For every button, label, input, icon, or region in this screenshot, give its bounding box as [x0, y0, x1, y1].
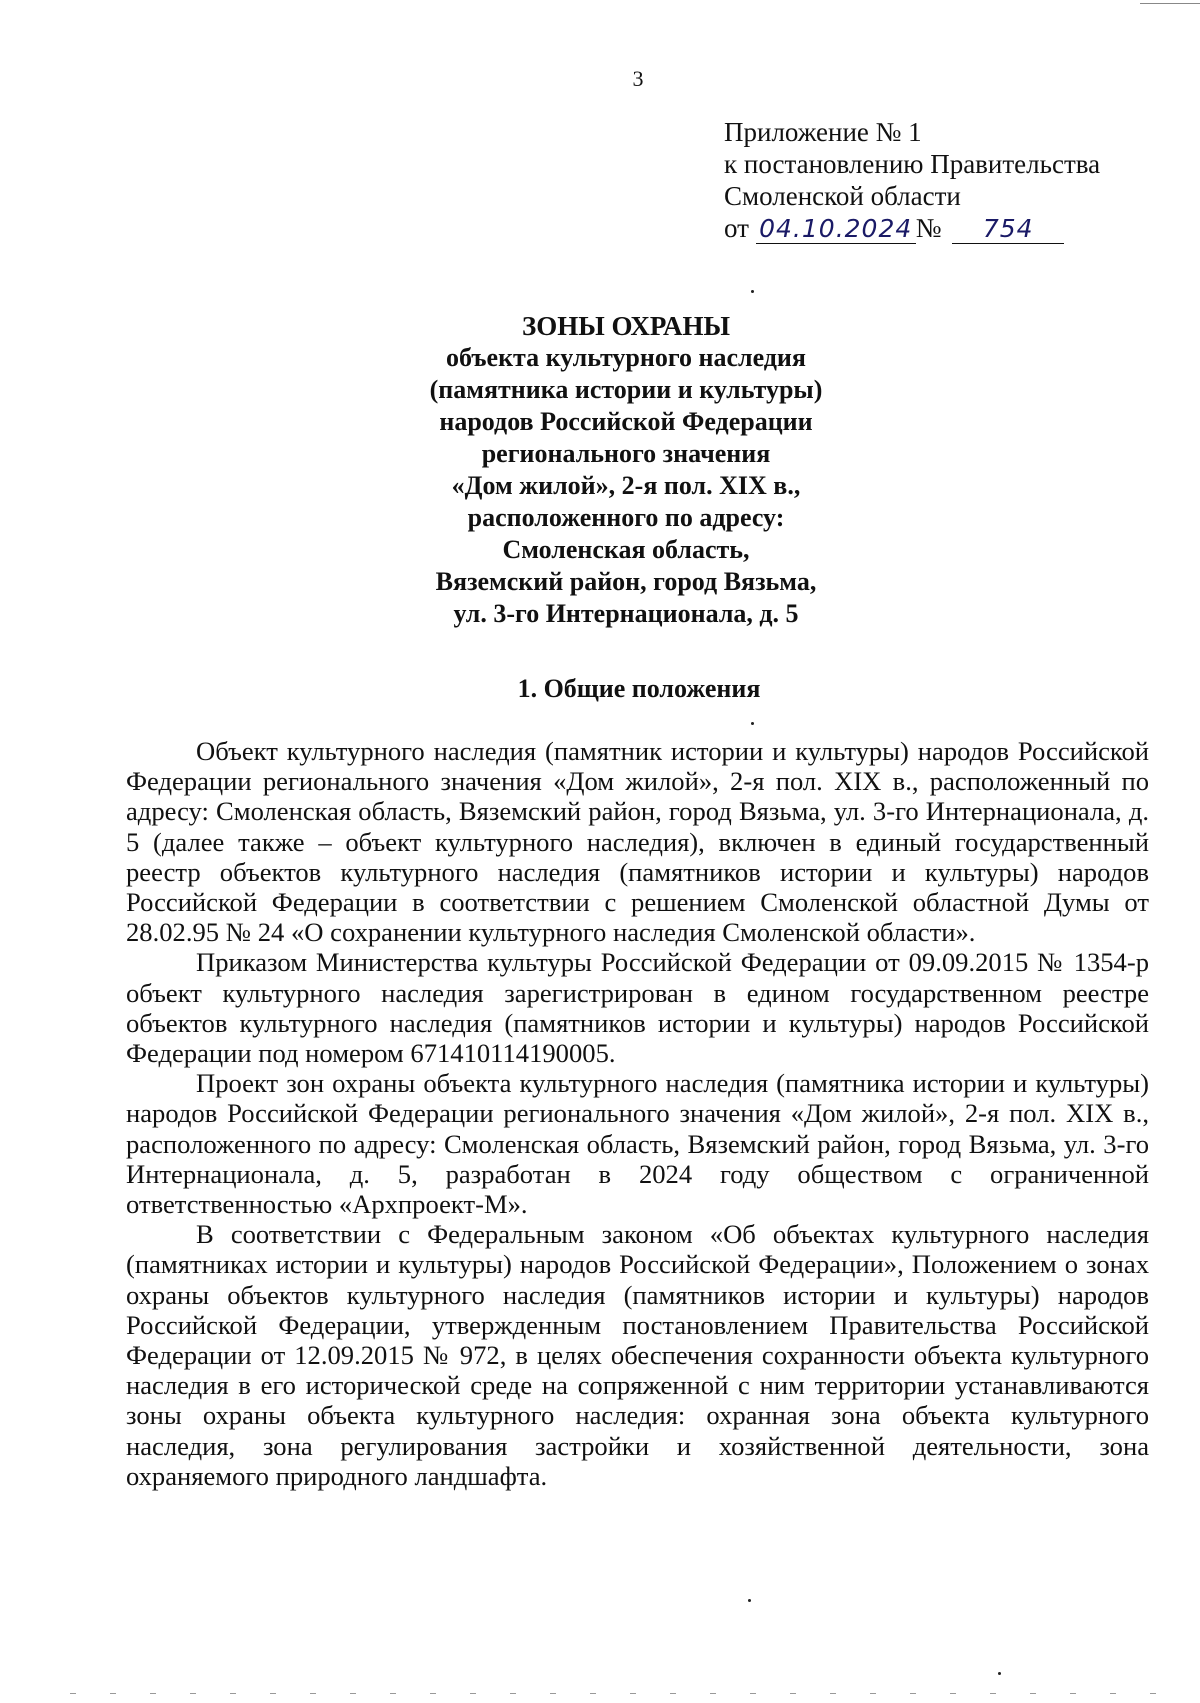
- scan-artifact-line: [1140, 3, 1200, 4]
- paragraph: Проект зон охраны объекта культурного наследия (памятника истории и культуры) народов Российской Федерации регионального значения «Дом жилой», 2-я пол. XIX в., расположенного по адресу: Смоленская область, Вяземский район, город Вязьма, ул. 3-го Интернационала, д. 5, разработан в 2024 году обществом с ограниченной ответственностью «Архпроект-М».: [126, 1068, 1149, 1220]
- handwritten-date: 04.10.2024: [756, 215, 916, 244]
- handwritten-number: 754: [952, 215, 1064, 244]
- title-main: ЗОНЫ ОХРАНЫ: [522, 311, 730, 341]
- document-title: [0, 310, 1200, 630]
- title-line: регионального значения: [481, 439, 771, 468]
- title-line: расположенного по адресу:: [467, 503, 785, 532]
- paragraph: Приказом Министерства культуры Российской Федерации от 09.09.2015 № 1354-р объект культурного наследия зарегистрирован в едином государственном реестре объектов культурного наследия (памятников истории и культуры) народов Российской Федерации под номером 671410114190005.: [126, 947, 1149, 1069]
- appendix-line-2: к постановлению Правительства: [724, 149, 1101, 179]
- title-line: Смоленская область,: [502, 535, 750, 564]
- from-label: от: [724, 213, 749, 243]
- section-heading: 1. Общие положения: [517, 674, 761, 703]
- scan-dot: [748, 1599, 751, 1602]
- scan-dot: [751, 290, 754, 293]
- appendix-line-1: Приложение № 1: [724, 117, 922, 147]
- title-line: объекта культурного наследия: [446, 343, 806, 372]
- paragraph: В соответствии с Федеральным законом «Об объектах культурного наследия (памятниках истории и культуры) народов Российской Федерации», Положением о зонах охраны объектов культурного наследия (памятников истории и культуры) народов Российской Федерации, утвержденным постановлением Правительства Российской Федерации от 12.09.2015 № 972, в целях обеспечения сохранности объекта культурного наследия в его исторической среде на сопряженной с ним территории устанавливаются зоны охраны объекта культурного наследия: охранная зона объекта культурного наследия, зона регулирования застройки и хозяйственной деятельности, зона охраняемого природного ландшафта.: [126, 1219, 1149, 1491]
- scan-dot: [998, 1672, 1001, 1675]
- title-line: (памятника истории и культуры): [429, 375, 823, 404]
- appendix-line-3: Смоленской области: [724, 181, 961, 211]
- number-label: №: [915, 213, 942, 243]
- body-text: [126, 736, 1149, 1491]
- title-line: ул. 3-го Интернационала, д. 5: [453, 599, 799, 628]
- scan-dot: [751, 722, 754, 725]
- appendix-date-line: [724, 212, 1100, 244]
- paragraph: Объект культурного наследия (памятник истории и культуры) народов Российской Федерации регионального значения «Дом жилой», 2-я пол. XIX в., расположенный по адресу: Смоленская область, Вяземский район, город Вязьма, ул. 3-го Интернационала, д. 5 (далее также – объект культурного наследия), включен в единый государственный реестр объектов культурного наследия (памятников истории и культуры) народов Российской Федерации в соответствии с решением Смоленской областной Думы от 28.02.95 № 24 «О сохранении культурного наследия Смоленской области».: [126, 736, 1149, 948]
- title-line: Вяземский район, город Вязьма,: [435, 567, 817, 596]
- scan-artifact-bottom: [70, 1693, 1170, 1694]
- title-line: «Дом жилой», 2-я пол. XIX в.,: [451, 471, 801, 500]
- appendix-block: [724, 116, 1100, 244]
- title-line: народов Российской Федерации: [439, 407, 813, 436]
- page-number: 3: [632, 66, 644, 91]
